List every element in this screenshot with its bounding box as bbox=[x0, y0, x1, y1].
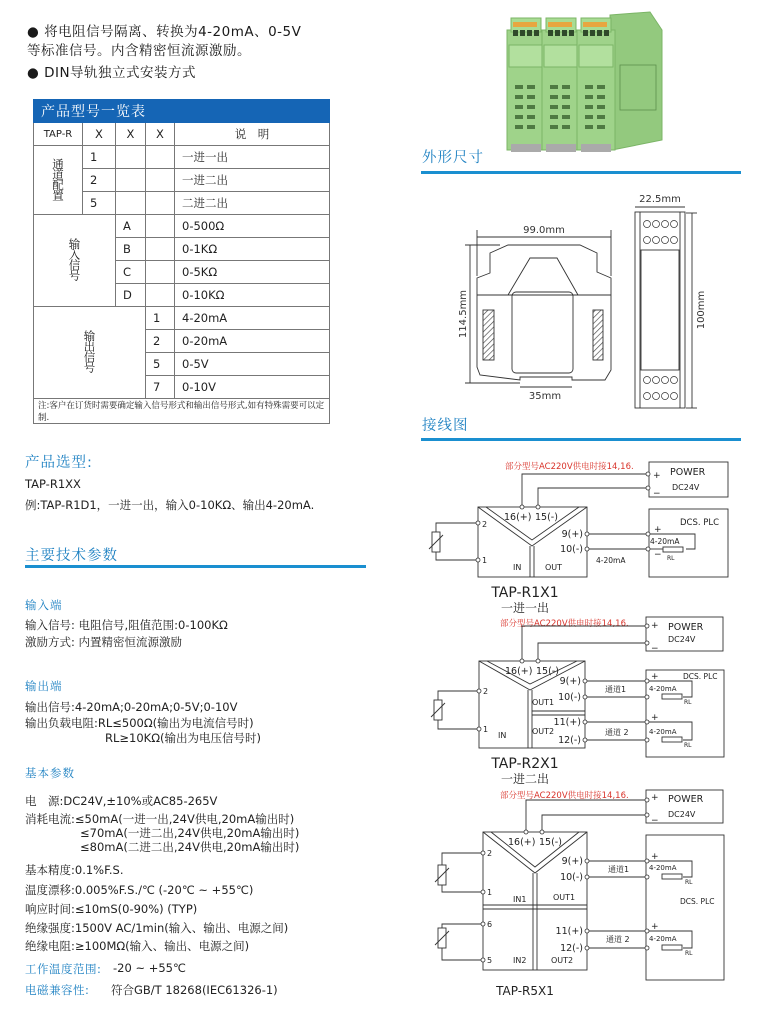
table-header: TAP-R bbox=[34, 123, 83, 146]
spec-line: 输出信号:4-20mA;0-20mA;0-5V;0-10V bbox=[25, 700, 238, 714]
svg-text:IN2: IN2 bbox=[513, 956, 527, 965]
width-dimension: 99.0mm bbox=[523, 225, 565, 236]
spec-line: RL≥10KΩ(输出为电压信号时) bbox=[105, 731, 261, 745]
code-cell: B bbox=[116, 238, 146, 261]
desc-cell: 0-20mA bbox=[175, 330, 330, 353]
desc-cell: 0-1KΩ bbox=[175, 238, 330, 261]
svg-text:DCS. PLC: DCS. PLC bbox=[680, 518, 720, 528]
svg-text:通道 2: 通道 2 bbox=[606, 935, 630, 944]
svg-text:6: 6 bbox=[487, 920, 493, 929]
specs-title: 主要技术参数 bbox=[25, 548, 118, 564]
svg-text:IN1: IN1 bbox=[513, 895, 527, 904]
table-header: X bbox=[83, 123, 116, 146]
spec-line: ≤70mA(一进二出,24V供电,20mA输出时) bbox=[80, 826, 300, 840]
output-title: 输出端 bbox=[25, 679, 63, 693]
svg-text:15(-): 15(-) bbox=[535, 512, 558, 523]
spec-line: 消耗电流:≤50mA(一进一出,24V供电,20mA输出时) bbox=[25, 812, 295, 826]
spec-line: 电 源:DC24V,±10%或AC85-265V bbox=[25, 794, 218, 808]
svg-text:−: − bbox=[653, 489, 661, 499]
diagram-model: TAP-R2X1 bbox=[491, 756, 559, 772]
svg-text:2: 2 bbox=[482, 520, 488, 529]
svg-text:DCS. PLC: DCS. PLC bbox=[683, 672, 718, 681]
svg-text:DCS. PLC: DCS. PLC bbox=[680, 897, 715, 906]
diagram-model: TAP-R5X1 bbox=[496, 984, 554, 998]
svg-text:12(-): 12(-) bbox=[558, 735, 581, 746]
spec-line: 基本精度:0.1%F.S. bbox=[25, 863, 124, 877]
wiring-diagram-r5x1 bbox=[435, 790, 724, 998]
svg-text:5: 5 bbox=[487, 956, 493, 965]
svg-text:OUT2: OUT2 bbox=[551, 956, 574, 965]
svg-text:4-20mA: 4-20mA bbox=[649, 864, 677, 872]
feature-line-1: ● 将电阻信号隔离、转换为4-20mA、0-5V bbox=[27, 24, 302, 40]
svg-text:通道1: 通道1 bbox=[608, 865, 630, 874]
code-cell: A bbox=[116, 215, 146, 238]
power-type: DC24V bbox=[672, 483, 700, 492]
svg-text:+: + bbox=[651, 793, 659, 803]
svg-text:POWER: POWER bbox=[668, 794, 704, 805]
svg-text:12(-): 12(-) bbox=[560, 943, 583, 954]
spec-line: 响应时间:≤10mS(0-90%) (TYP) bbox=[25, 902, 198, 916]
feature-line-2: 等标准信号。内含精密恒流源激励。 bbox=[27, 43, 251, 59]
desc-cell: 4-20mA bbox=[175, 307, 330, 330]
svg-text:9(+): 9(+) bbox=[559, 676, 581, 687]
svg-text:4-20mA: 4-20mA bbox=[649, 728, 677, 736]
selection-example: 例:TAP-R1D1，一进一出，输入0-10KΩ、输出4-20mA. bbox=[25, 498, 315, 512]
selection-model: TAP-R1XX bbox=[25, 477, 81, 491]
table-note: 注:客户在订货时需要确定输入信号形式和输出信号形式,如有特殊需要可以定制. bbox=[34, 399, 330, 424]
svg-text:1: 1 bbox=[487, 888, 493, 897]
svg-text:POWER: POWER bbox=[668, 622, 704, 633]
svg-text:−: − bbox=[651, 644, 659, 654]
svg-text:DC24V: DC24V bbox=[668, 810, 696, 819]
svg-text:2: 2 bbox=[487, 849, 493, 858]
svg-text:2: 2 bbox=[483, 687, 489, 696]
code-cell: 5 bbox=[146, 353, 175, 376]
group-label: 输入信号 bbox=[67, 238, 82, 280]
svg-text:OUT: OUT bbox=[545, 563, 563, 572]
wiring-diagram-r1x1 bbox=[429, 461, 728, 615]
svg-text:1: 1 bbox=[482, 556, 488, 565]
code-cell: D bbox=[116, 284, 146, 307]
svg-text:+: + bbox=[651, 621, 659, 631]
power-title: POWER bbox=[670, 467, 706, 478]
svg-text:10(-): 10(-) bbox=[560, 872, 583, 883]
svg-text:IN: IN bbox=[513, 563, 522, 572]
svg-text:16(+): 16(+) bbox=[505, 666, 533, 677]
desc-cell: 0-5KΩ bbox=[175, 261, 330, 284]
table-header: 说 明 bbox=[175, 123, 330, 146]
height-dimension: 114.5mm bbox=[458, 289, 469, 339]
svg-text:通道 2: 通道 2 bbox=[605, 728, 629, 737]
power-note: 部分型号AC220V供电时接14,16. bbox=[500, 791, 629, 801]
emc-label: 电磁兼容性: bbox=[25, 983, 90, 997]
front-view-drawing bbox=[465, 230, 611, 387]
svg-text:+: + bbox=[651, 922, 659, 932]
desc-cell: 二进二出 bbox=[175, 192, 330, 215]
power-note: 部分型号AC220V供电时接14,16. bbox=[505, 462, 634, 472]
svg-text:16(+): 16(+) bbox=[504, 512, 532, 523]
svg-text:4-20mA: 4-20mA bbox=[649, 685, 677, 693]
desc-cell: 0-10KΩ bbox=[175, 284, 330, 307]
desc-cell: 0-500Ω bbox=[175, 215, 330, 238]
input-title: 输入端 bbox=[25, 598, 63, 612]
table-header: X bbox=[116, 123, 146, 146]
wiring-diagram-r2x1 bbox=[431, 617, 724, 786]
svg-text:+: + bbox=[651, 852, 659, 862]
svg-text:9(+): 9(+) bbox=[561, 529, 583, 540]
svg-text:15(-): 15(-) bbox=[536, 666, 559, 677]
table-header: X bbox=[146, 123, 175, 146]
svg-text:RL: RL bbox=[667, 555, 675, 562]
code-cell: 2 bbox=[146, 330, 175, 353]
svg-text:4-20mA: 4-20mA bbox=[649, 935, 677, 943]
svg-text:−: − bbox=[651, 816, 659, 826]
svg-text:通道1: 通道1 bbox=[605, 685, 627, 694]
spec-line: 激励方式: 内置精密恒流源激励 bbox=[25, 635, 183, 649]
selection-title: 产品选型: bbox=[25, 455, 93, 471]
group-label: 通道配置 bbox=[51, 157, 65, 200]
spec-line: 绝缘强度:1500V AC/1min(输入、输出、电源之间) bbox=[25, 921, 289, 935]
table-title: 产品型号一览表 bbox=[34, 100, 330, 123]
code-cell: 1 bbox=[83, 146, 116, 169]
spec-line: ≤80mA(二进二出,24V供电,20mA输出时) bbox=[80, 840, 300, 854]
code-cell: 5 bbox=[83, 192, 116, 215]
svg-text:−: − bbox=[654, 550, 662, 560]
svg-text:16(+): 16(+) bbox=[508, 837, 536, 848]
desc-cell: 一进二出 bbox=[175, 169, 330, 192]
svg-text:DC24V: DC24V bbox=[668, 635, 696, 644]
svg-text:10(-): 10(-) bbox=[560, 544, 583, 555]
svg-text:4-20mA: 4-20mA bbox=[596, 556, 626, 565]
diagram-desc: 一进一出 bbox=[500, 601, 550, 615]
spec-line: 绝缘电阻:≥100MΩ(输入、输出、电源之间) bbox=[25, 939, 250, 953]
svg-text:+: + bbox=[651, 672, 659, 682]
feature-line-3: ● DIN导轨独立式安装方式 bbox=[27, 65, 197, 81]
diagram-desc: 一进二出 bbox=[500, 772, 550, 786]
svg-text:4-20mA: 4-20mA bbox=[650, 537, 680, 546]
desc-cell: 0-5V bbox=[175, 353, 330, 376]
spec-line: 温度漂移:0.005%F.S./℃ (-20℃ ~ +55℃) bbox=[25, 883, 254, 897]
svg-text:RL: RL bbox=[685, 879, 693, 886]
svg-text:+: + bbox=[651, 713, 659, 723]
rail-dimension: 35mm bbox=[528, 391, 562, 402]
op-temp-label: 工作温度范围: bbox=[25, 962, 102, 976]
side-height-dimension: 100mm bbox=[696, 290, 707, 330]
dimensions-title: 外形尺寸 bbox=[422, 150, 484, 166]
side-width-dimension: 22.5mm bbox=[639, 194, 681, 205]
svg-text:RL: RL bbox=[684, 742, 692, 749]
desc-cell: 一进一出 bbox=[175, 146, 330, 169]
svg-text:IN: IN bbox=[498, 731, 507, 740]
svg-text:+: + bbox=[653, 471, 661, 481]
basic-title: 基本参数 bbox=[25, 766, 75, 780]
svg-text:11(+): 11(+) bbox=[553, 717, 581, 728]
spec-line: 输出负载电阻:RL≤500Ω(输出为电流信号时) bbox=[25, 716, 254, 730]
svg-text:OUT1: OUT1 bbox=[553, 893, 576, 902]
emc-value: 符合GB/T 18268(IEC61326-1) bbox=[111, 983, 278, 997]
diagram-model: TAP-R1X1 bbox=[491, 585, 559, 601]
group-label: 输出信号 bbox=[82, 330, 97, 372]
product-image bbox=[507, 12, 662, 152]
svg-text:11(+): 11(+) bbox=[555, 926, 583, 937]
svg-text:10(-): 10(-) bbox=[558, 692, 581, 703]
side-view-drawing bbox=[635, 207, 697, 408]
svg-text:+: + bbox=[654, 525, 662, 535]
svg-text:9(+): 9(+) bbox=[561, 856, 583, 867]
wiring-title: 接线图 bbox=[422, 418, 469, 434]
code-cell: 1 bbox=[146, 307, 175, 330]
spec-line: 输入信号: 电阻信号,阻值范围:0-100KΩ bbox=[25, 618, 228, 632]
svg-text:OUT1: OUT1 bbox=[532, 698, 555, 707]
code-cell: 7 bbox=[146, 376, 175, 399]
svg-text:RL: RL bbox=[684, 699, 692, 706]
desc-cell: 0-10V bbox=[175, 376, 330, 399]
power-note: 部分型号AC220V供电时接14,16. bbox=[500, 619, 629, 629]
svg-text:15(-): 15(-) bbox=[539, 837, 562, 848]
svg-text:RL: RL bbox=[685, 950, 693, 957]
svg-text:OUT2: OUT2 bbox=[532, 727, 555, 736]
code-cell: C bbox=[116, 261, 146, 284]
op-temp-value: -20 ~ +55℃ bbox=[113, 961, 186, 975]
svg-text:1: 1 bbox=[483, 725, 489, 734]
code-cell: 2 bbox=[83, 169, 116, 192]
